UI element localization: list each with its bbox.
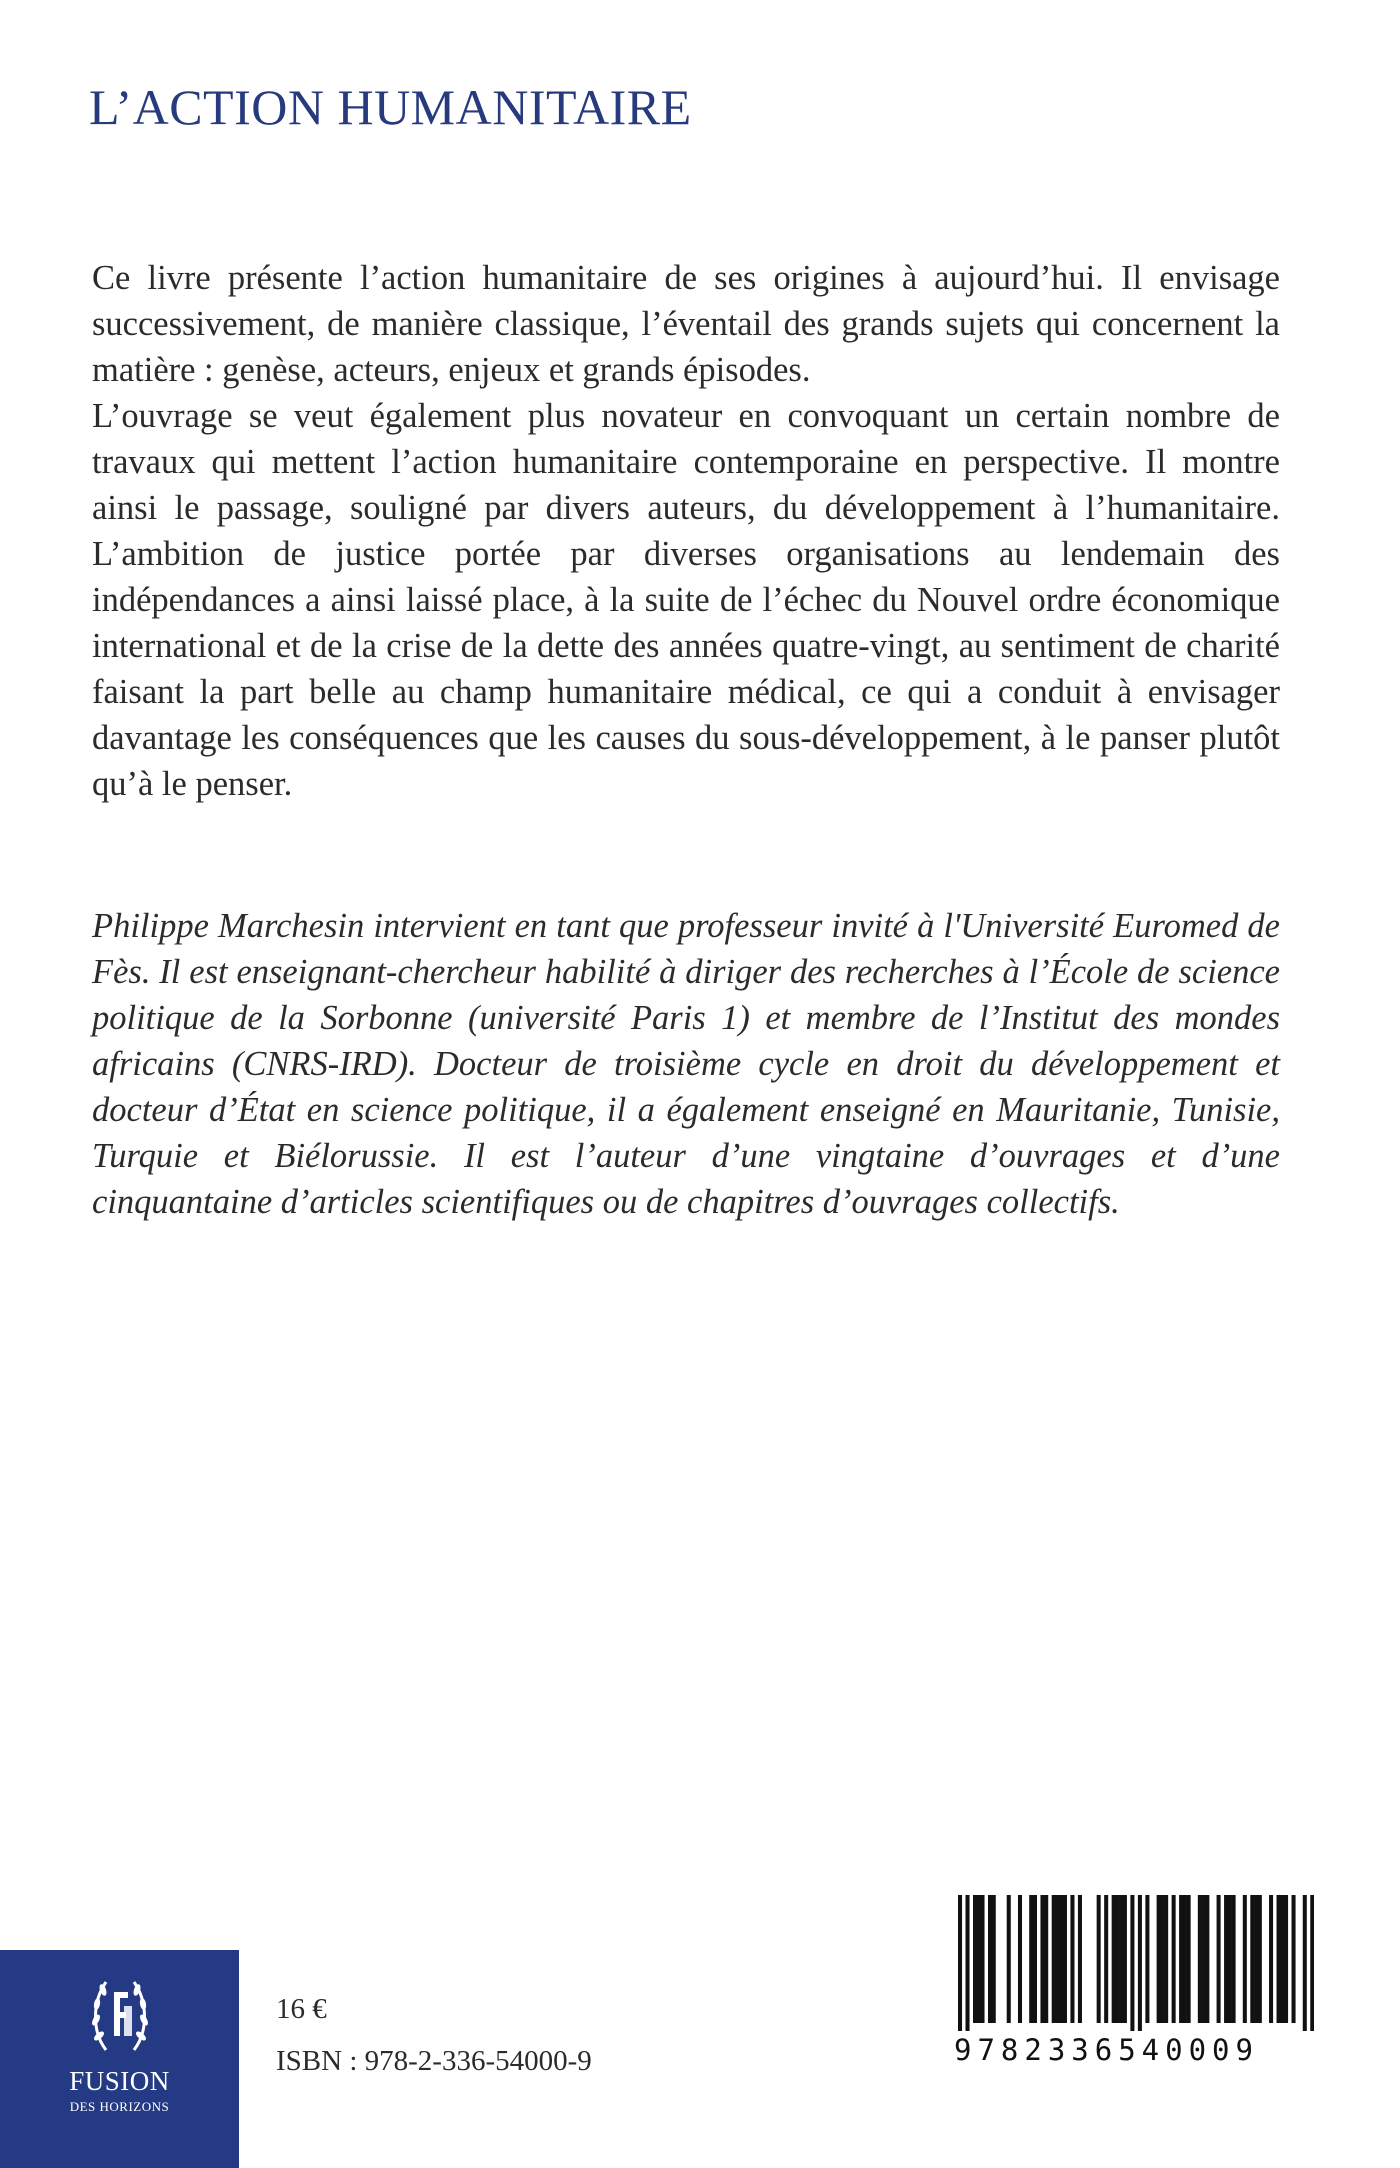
book-summary <box>92 255 1280 807</box>
barcode-bar <box>1224 1895 1228 2023</box>
barcode-bar <box>1138 1895 1142 2031</box>
barcode-bar <box>1164 1895 1168 2023</box>
barcode-bar <box>1292 1895 1296 2023</box>
barcode-bar <box>1119 1895 1123 2023</box>
barcode-bar <box>1172 1895 1176 2023</box>
barcode-bar <box>1130 1895 1134 2031</box>
barcode-bar <box>1284 1895 1288 2023</box>
barcode-bar <box>977 1895 981 2023</box>
laurel-wreath-icon <box>88 1970 152 2060</box>
barcode-bar <box>965 1895 969 2031</box>
barcode-bar <box>1243 1895 1247 2023</box>
barcode-bar <box>1187 1895 1191 2023</box>
barcode-digits: 9782336540009 <box>954 2033 1259 2067</box>
publisher-name: FUSION <box>69 2066 170 2096</box>
barcode-bar <box>1123 1895 1127 2023</box>
barcode-bar <box>1183 1895 1187 2023</box>
barcode-bar <box>1145 1895 1149 2023</box>
author-bio: Philippe Marchesin intervient en tant que professeur invité à l'Université Euromed de Fès. Il est enseignant-chercheur habilité à diriger des recherches à l’École de science politique de la Sorbonne (université Paris 1) et membre de l’Institut des mondes africains (CNRS-IRD). Docteur de troisième cycle en droit du développement et docteur d’État en science politique, il a également enseigné en Mauritanie, Tunisie, Turquie et Biélorussie. Il est l’auteur d’une vingtaine d’ouvrages et d’une cinquantaine d’articles scientifiques ou de chapitres d’ouvrages collectifs. <box>92 907 1280 1221</box>
price: 16 € <box>276 1993 327 2025</box>
book-title: L’ACTION HUMANITAIRE <box>89 79 692 135</box>
barcode-bar <box>1198 1895 1202 2023</box>
barcode-bar <box>1310 1895 1314 2031</box>
publisher-logo <box>0 1950 239 2168</box>
isbn: ISBN : 978-2-336-54000-9 <box>276 2045 592 2077</box>
barcode-bar <box>1115 1895 1119 2023</box>
barcode-bar <box>1250 1895 1254 2023</box>
barcode-bar <box>1078 1895 1082 2023</box>
barcode-bar <box>1217 1895 1221 2023</box>
barcode-bar <box>988 1895 992 2023</box>
barcode-bar <box>992 1895 996 2023</box>
barcode-bar <box>1029 1895 1033 2023</box>
barcode-bar <box>1269 1895 1273 2023</box>
barcode-bar <box>1258 1895 1262 2023</box>
barcode-bar <box>1205 1895 1209 2023</box>
barcode-bar <box>973 1895 977 2023</box>
barcode-bar <box>1280 1895 1284 2023</box>
barcode <box>946 1895 1326 2068</box>
barcode-bar <box>980 1895 984 2023</box>
barcode-bar <box>1277 1895 1281 2023</box>
barcode-bar <box>1070 1895 1074 2023</box>
barcode-bar <box>1052 1895 1056 2023</box>
barcode-bar <box>1063 1895 1067 2023</box>
barcode-bar <box>1044 1895 1048 2023</box>
barcode-bar <box>1160 1895 1164 2023</box>
publisher-subname: DES HORIZONS <box>69 2099 170 2114</box>
barcode-bar <box>1157 1895 1161 2023</box>
barcode-bar <box>1040 1895 1044 2023</box>
barcode-bar <box>1228 1895 1232 2023</box>
barcode-bar <box>1059 1895 1063 2023</box>
barcode-bar <box>1018 1895 1022 2023</box>
summary-paragraph: L’ouvrage se veut également plus novateur en convoquant un certain nombre de travaux qui mettent l’action humanitaire contemporaine en perspective. Il montre ainsi le passage, souligné par divers auteurs, du développement à l’humanitaire. L’ambition de justice portée par diverses organisations au lendemain des indépendances a ainsi laissé place, à la suite de l’échec du Nouvel ordre économique international et de la crise de la dette des années quatre-vingt, au sentiment de charité faisant la part belle au champ humanitaire médical, ce qui a conduit à envisager davantage les conséquences que les causes du sous-développement, à le panser plutôt qu’à le penser. <box>92 397 1280 803</box>
barcode-bar <box>1097 1895 1101 2023</box>
barcode-bar <box>1007 1895 1011 2023</box>
barcode-bar <box>1104 1895 1108 2023</box>
barcode-bar <box>1179 1895 1183 2023</box>
barcode-bar <box>1055 1895 1059 2023</box>
barcode-bar <box>1112 1895 1116 2023</box>
barcode-bar <box>1254 1895 1258 2023</box>
summary-paragraph: Ce livre présente l’action humanitaire de ses origines à aujourd’hui. Il envisage successivement, de manière classique, l’éventail des grands sujets qui concernent la matière : genèse, acteurs, enjeux et grands épisodes. <box>92 259 1280 389</box>
barcode-bar <box>958 1895 962 2031</box>
barcode-bar <box>1202 1895 1206 2023</box>
barcode-bar <box>1232 1895 1236 2023</box>
barcode-bar <box>1033 1895 1037 2023</box>
barcode-bar <box>1303 1895 1307 2031</box>
barcode-bars <box>958 1895 1314 2031</box>
